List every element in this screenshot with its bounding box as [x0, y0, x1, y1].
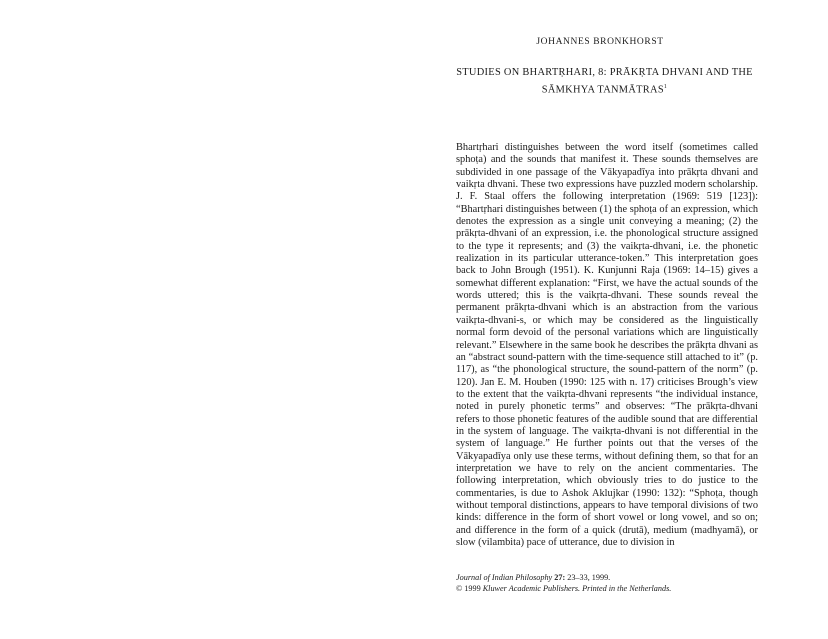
title-footnote-mark: 1 [663, 84, 668, 90]
article-title [452, 66, 757, 97]
title-line-2: SĀMKHYA TANMĀTRAS [541, 84, 664, 96]
citation-line [456, 573, 758, 584]
copyright-symbol: © [456, 583, 463, 593]
title-line-1: STUDIES ON BHARTṚHARI, 8: PRĀKṚTA DHVANI AND THE [456, 67, 753, 78]
copyright-year: 1999 [464, 583, 481, 593]
journal-name: Journal of Indian Philosophy [456, 573, 553, 582]
printed-location: Printed in the Netherlands. [582, 583, 672, 593]
publisher-name: Kluwer Academic Publishers. [482, 583, 581, 593]
journal-footer [456, 573, 758, 594]
copyright-line [456, 584, 758, 595]
author-name: JOHANNES BRONKHORST [536, 37, 664, 47]
journal-pages-year: 23–33, 1999. [567, 573, 611, 582]
journal-volume: 27: [554, 573, 566, 582]
body-paragraph: Bhartṛhari distinguishes between the word itself (sometimes called sphoṭa) and the sounds that manifest it. These sounds themselves are subdivided in one passage of the Vākyapadīya into prākṛta dhvani and vaikṛta dhvani. These two expressions have puzzled modern scholarship. J. F. Staal offers the following interpretation (1969: 519 [123]): “Bhartṛhari distinguishes between (1) the sphoṭa of an expression, which denotes the expression as a single unit conveying a meaning; (2) the prākṛta-dhvani of an expression, i.e. the phonological structure assigned to the type it represents; and (3) the vaikṛta-dhvani, i.e. the phonetic realization in its particular utterance-token.” This interpretation goes back to John Brough (1951). K. Kunjunni Raja (1969: 14–15) gives a somewhat different explanation: “First, we have the actual sounds of the words uttered; this is the vaikṛta-dhvani. These sounds reveal the permanent prākṛta-dhvani which is an abstraction from the various vaikṛta-dhvani-s, or which may be considered as the linguistically normal form devoid of the personal variations which are linguistically relevant.” Elsewhere in the same book he describes the prākṛta dhvani as an “abstract sound-pattern with the time-sequence still attached to it” (p. 117), as “the phonological structure, the sound-pattern of the norm” (p. 120). Jan E. M. Houben (1990: 125 with n. 17) criticises Brough’s view to the extent that the vaikṛta-dhvani represents “the individual instance, noted in purely phonetic terms” and observes: “The prākṛta-dhvani refers to those phonetic features of the audible sound that are differential in the system of language. The vaikṛta-dhvani is not differential in the system of language.” He further points out that the verses of the Vākyapadīya only use these terms, without defining them, so that for an interpretation we have to rely on the ancient commentaries. The following interpretation, which obviously tries to do justice to the commentaries, is due to Ashok Aklujkar (1990: 132): “Sphoṭa, though without temporal distinctions, appears to have temporal divisions of two kinds: difference in the form of short vowel or long vowel, and so on; and difference in the form of a quick (drutā), medium (madhyamā), or slow (vilambita) pace of utterance, due to division in [456, 142, 758, 548]
